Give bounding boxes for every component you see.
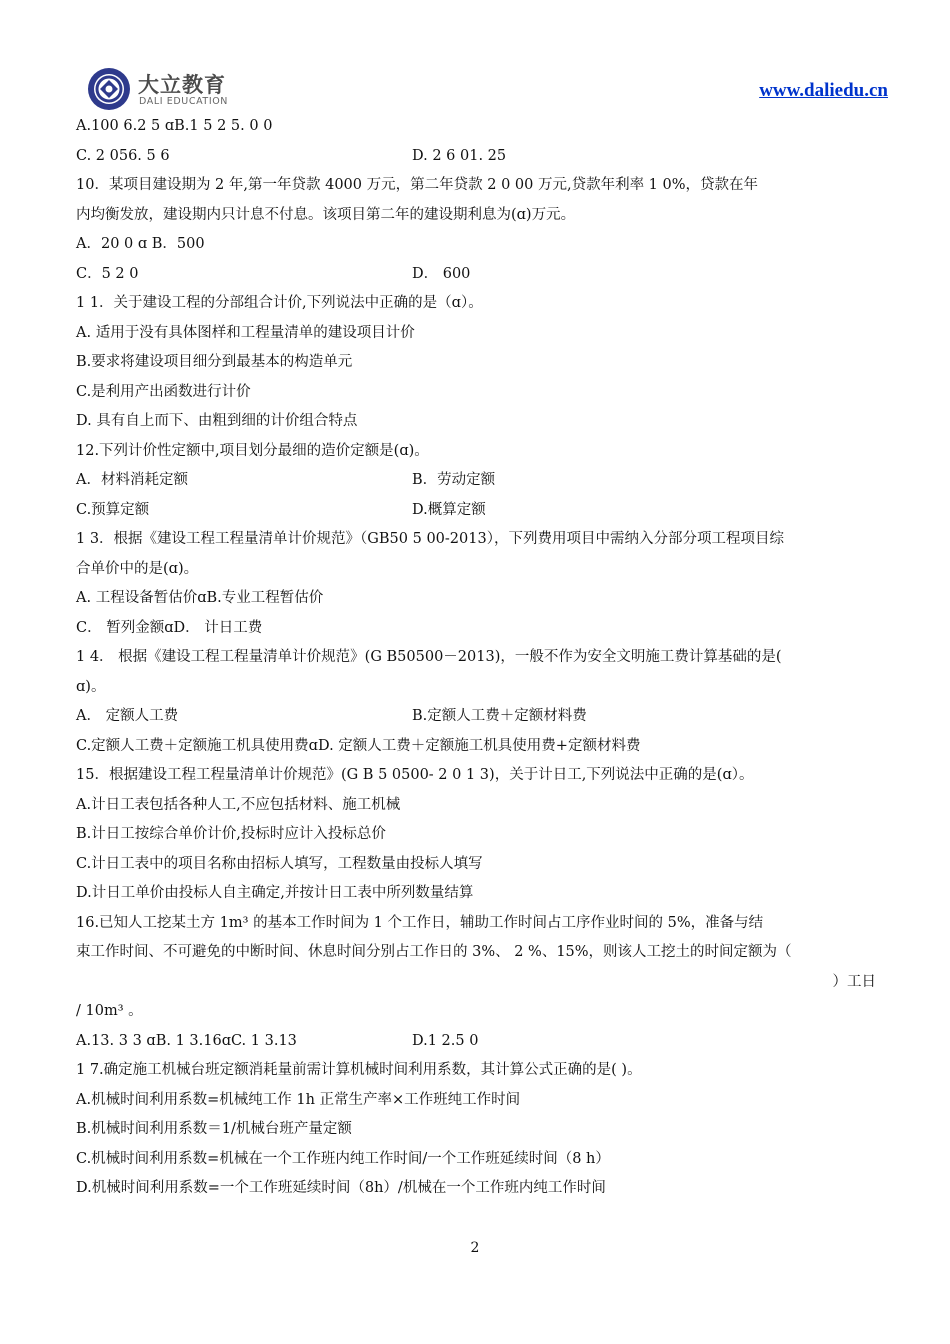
options-line: A. 工程设备暂估价ɑB.专业工程暂估价: [76, 590, 324, 606]
option-d: D. 具有自上而下、由粗到细的计价组合特点: [76, 413, 358, 429]
dali-logo: [86, 66, 236, 114]
dali-emblem-icon: [86, 66, 132, 112]
question-16-line-1: 16.已知人工挖某土方 1m³ 的基本工作时间为 1 个工作日，辅助工作时间占工序作业时间的 5%，准备与结: [76, 914, 764, 931]
question-11: 1 1．关于建设工程的分部组合计价,下列说法中正确的是（ɑ）。: [76, 295, 483, 311]
options-line: A．20 0 ɑ B．500: [76, 236, 205, 252]
question-13-line-2: 合单价中的是(ɑ)。: [76, 560, 199, 577]
question-15: 15．根据建设工程工程量清单计价规范》(G B 5 0500- 2 0 1 3)，关于计日工,下列说法中正确的是(ɑ）。: [76, 767, 754, 783]
option-c: C.机械时间利用系数=机械在一个工作班内纯工作时间/一个工作班延续时间（8 h）: [76, 1150, 610, 1167]
page-header: [0, 0, 950, 120]
option-c: C.是利用产出函数进行计价: [76, 383, 251, 400]
option-d: D.计日工单价由投标人自主确定,并按计日工表中所列数量结算: [76, 885, 474, 901]
option-d: D.概算定额: [412, 501, 486, 518]
question-17: 1 7.确定施工机械台班定额消耗量前需计算机械时间利用系数，其计算公式正确的是( )。: [76, 1062, 642, 1078]
document-body: [76, 112, 876, 1204]
options-row: [76, 142, 876, 172]
logo-english-name: DALI EDUCATION: [139, 96, 229, 107]
options-abc: A.13. 3 3 ɑB. 1 3.16ɑC. 1 3.13: [76, 1032, 297, 1049]
option-b: B.要求将建设项目细分到最基本的构造单元: [76, 354, 353, 370]
option-c: C. 2 056. 5 6: [76, 147, 170, 164]
option-d: D． 600: [412, 265, 471, 282]
option-a: A． 定额人工费: [76, 708, 179, 724]
options-row: [76, 466, 876, 496]
option-a: A.机械时间利用系数=机械纯工作 1h 正常生产率×工作班纯工作时间: [76, 1091, 521, 1108]
option-c: C.预算定额: [76, 501, 150, 518]
option-b: B.计日工按综合单价计价,投标时应计入投标总价: [76, 826, 386, 842]
question-10-line-2: 内均衡发放，建设期内只计息不付息。该项目第二年的建设期利息为(ɑ)万元。: [76, 206, 576, 223]
question-14-line-1: 1 4． 根据《建设工程工程量清单计价规范》(G B50500－2013)，一般不作为安全文明施工费计算基础的是(: [76, 649, 782, 665]
option-a: A.计日工表包括各种人工,不应包括材料、施工机械: [76, 796, 401, 813]
options-row: [76, 1027, 876, 1057]
option-a: A. 适用于没有具体图样和工程量清单的建设项目计价: [76, 324, 415, 341]
option-b: B.定额人工费＋定额材料费: [412, 708, 587, 724]
question-13-line-1: 1 3．根据《建设工程工程量清单计价规范》（GB50 5 00-2013），下列费用项目中需纳入分部分项工程项目综: [76, 531, 784, 547]
question-16-line-4: / 10m³ 。: [76, 1003, 143, 1019]
option-b: B.机械时间利用系数＝1/机械台班产量定额: [76, 1121, 352, 1137]
options-row: [76, 702, 876, 732]
option-d: D.1 2.5 0: [412, 1032, 479, 1049]
options-line: C.定额人工费＋定额施工机具使用费ɑD. 定额人工费＋定额施工机具使用费+定额材料费: [76, 737, 641, 754]
options-row: [76, 496, 876, 526]
option-b: B．劳动定额: [412, 472, 496, 488]
question-14-line-2: ɑ)。: [76, 678, 106, 695]
page-number: 2: [470, 1240, 480, 1256]
question-16-line-2: 束工作时间、不可避免的中断时间、休息时间分别占工作日的 3%、 2 %、15%，则该人工挖土的时间定额为（: [76, 944, 792, 960]
text-line: A.100 6.2 5 ɑB.1 5 2 5. 0 0: [76, 118, 273, 134]
options-line: C． 暂列金额ɑD． 计日工费: [76, 619, 263, 636]
option-a: A．材料消耗定额: [76, 472, 188, 488]
question-16-line-3: ）工日: [832, 973, 876, 990]
option-d: D. 2 6 01. 25: [412, 147, 507, 164]
options-row: [76, 260, 876, 290]
website-link[interactable]: www.daliedu.cn: [759, 80, 888, 101]
option-d: D.机械时间利用系数=一个工作班延续时间（8h）/机械在一个工作班内纯工作时间: [76, 1180, 606, 1196]
question-10-line-1: 10．某项目建设期为 2 年,第一年贷款 4000 万元，第二年贷款 2 0 00 万元,贷款年利率 1 0%，贷款在年: [76, 177, 759, 193]
option-c: C.计日工表中的项目名称由招标人填写，工程数量由投标人填写: [76, 855, 483, 872]
option-c: C．5 2 0: [76, 265, 139, 282]
question-12: 12.下列计价性定额中,项目划分最细的造价定额是(ɑ)。: [76, 442, 429, 459]
logo-chinese-name: 大立教育: [138, 73, 226, 97]
